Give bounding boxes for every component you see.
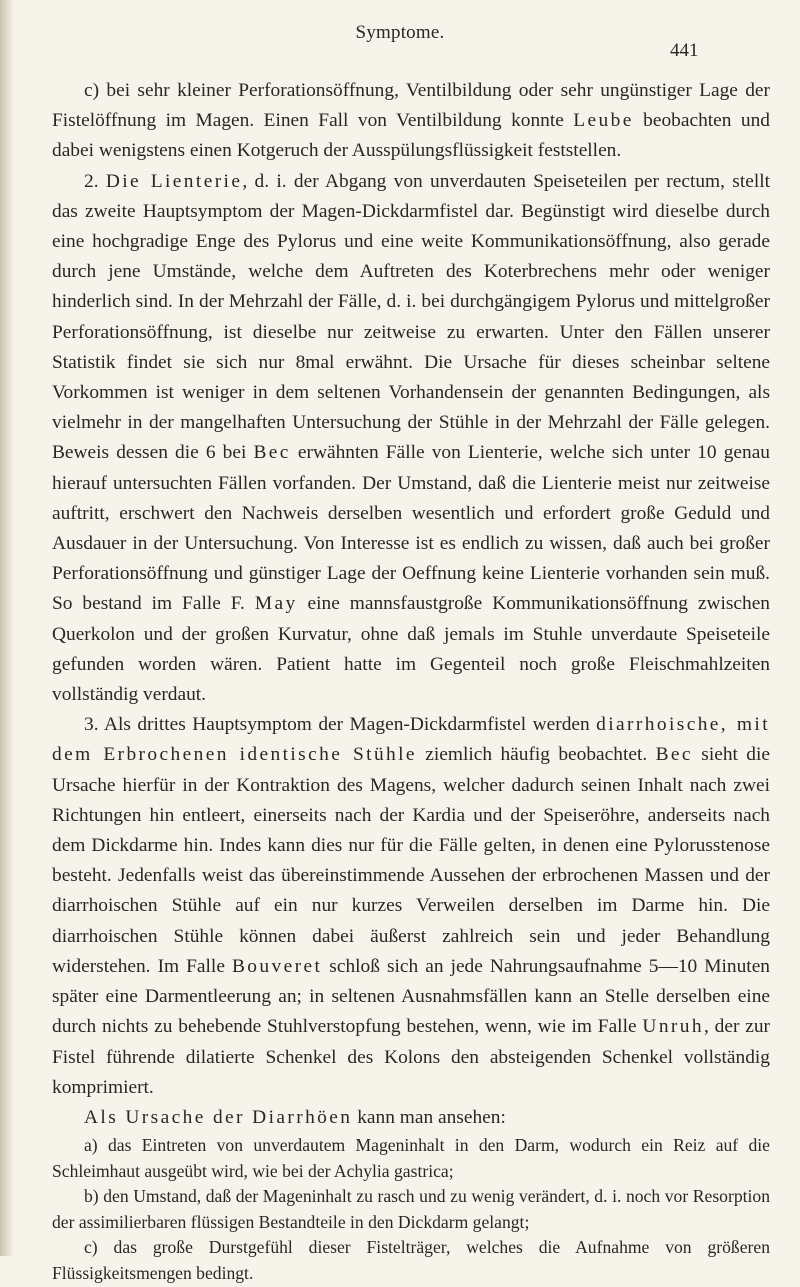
paragraph-ventilbildung: [52, 76, 770, 167]
spaced-emphasis: diarrhoische, mit dem Erbrochenen identische Stühle: [52, 714, 770, 766]
text-run: a) das Eintreten von unverdautem Mageninhalt in den Darm, wodurch ein Reiz auf die Schleimhaut ausgeübt wird, wie bei der Achylia gastrica;: [52, 1135, 770, 1181]
text-run: erwähnten Fälle von Lienterie, welche sich unter 10 genau hierauf untersuchten Fällen vorfanden. Der Umstand, daß die Lienterie meist nur zeitweise auftritt, erschwert den Nachweis derselben wesentlich und erfordert große Geduld und Ausdauer in der Untersuchung. Von Interesse ist es endlich zu wissen, daß auch bei großer Perforationsöffnung und günstiger Lage der Oeffnung keine Lienterie vorhanden sein muß. So bestand im Falle F.: [52, 442, 770, 615]
list-item-c: [52, 1235, 770, 1286]
text-run: eine mannsfaustgroße Kommunikationsöffnung zwischen Querkolon und der großen Kurvatur, ohne daß jemals im Stuhle unverdaute Speiseteile gefunden worden wären. Patient hatte im Gegenteil noch große Fleischmahlzeiten vollständig verdaut.: [52, 593, 770, 706]
text-run: schloß sich an jede Nahrungsaufnahme 5—10 Minuten später eine Darmentleerung an; in seltenen Ausnahmsfällen kann an Stelle derselben eine durch nichts zu behebende Stuhlverstopfung bestehen, wenn, wie im Falle: [52, 955, 771, 1038]
paragraph-lienterie: [52, 167, 770, 711]
text-run: 2.: [84, 170, 106, 192]
list-item-b: [52, 1184, 770, 1235]
body-text: [52, 76, 770, 1287]
text-run: sieht die Ursache hierfür in der Kontraktion des Magens, welcher dadurch seinen Inhalt nach zwei Richtungen hin entleert, einerseits nach der Kardia und der Speiseröhre, anderseits nach dem Dickdarme hin. Indes kann dies nur für die Fälle gelten, in denen eine Pylorusstenose besteht. Jedenfalls weist das übereinstimmende Aussehen der erbrochenen Massen und der diarrhoischen Stühle auf ein nur kurzes Verweilen derselben im Darme hin. Die diarrhoischen Stühle können dabei äußerst zahlreich sein und jeder Behandlung widerstehen. Im Falle: [52, 744, 770, 977]
text-run: kann man ansehen:: [352, 1106, 506, 1128]
list-item-a: [52, 1133, 770, 1184]
text-run: b) den Umstand, daß der Mageninhalt zu rasch und zu wenig verändert, d. i. noch vor Resorption der assimilierbaren flüssigen Bestandteile in den Dickdarm gelangt;: [52, 1186, 770, 1232]
text-run: beobachten und dabei wenigstens einen Kotgeruch der Ausspülungsflüssigkeit feststellen.: [52, 110, 770, 162]
page-number: 441: [670, 40, 699, 61]
spaced-emphasis: Bouveret: [231, 955, 323, 977]
spaced-emphasis: Unruh: [642, 1016, 704, 1038]
text-run: , d. i. der Abgang von unverdauten Speiseteilen per rectum, stellt das zweite Hauptsymptom der Magen-Dickdarmfistel dar. Begünstigt wird dieselbe durch eine hochgradige Enge des Pylorus und eine weite Kommunikationsöffnung, also gerade durch jene Umstände, welche dem Auftreten des Koterbrechens mehr oder weniger hinderlich sind. In der Mehrzahl der Fälle, d. i. bei durchgängigem Pylorus und mittelgroßer Perforationsöffnung, ist dieselbe nur zeitweise zu erwarten. Unter den Fällen unserer Statistik findet sie sich nur 8mal erwähnt. Die Ursache für dieses scheinbar seltene Vorkommen ist weniger in dem seltenen Vorhandensein der genannten Bedingungen, als vielmehr in der mangelhaften Untersuchung der Stühle in der Mehrzahl der Fälle gelegen. Beweis dessen die 6 bei: [52, 170, 770, 464]
text-run: c) das große Durstgefühl dieser Fistelträger, welches die Aufnahme von größeren Flüssigkeitsmengen bedingt.: [52, 1237, 770, 1284]
running-head: Symptome.: [355, 22, 445, 43]
text-run: c) bei sehr kleiner Perforationsöffnung, Ventilbildung oder sehr ungünstiger Lage der Fistelöffnung im Magen. Einen Fall von Ventilbildung konnte: [52, 80, 770, 132]
paragraph-diarrhoische-stuehle: [52, 710, 770, 1103]
spaced-emphasis: Als Ursache der Diarrhöen: [84, 1106, 353, 1128]
text-run: ziemlich häufig beobachtet.: [416, 744, 656, 766]
text-run: , der zur Fistel führende dilatierte Schenkel des Kolons den absteigenden Schenkel vollständig komprimiert.: [52, 1016, 771, 1098]
spaced-emphasis: Leube: [573, 110, 634, 132]
paragraph-ursache-diarrhoeen: [52, 1103, 770, 1133]
spaced-emphasis: May: [254, 593, 298, 615]
text-run: 3. Als drittes Hauptsymptom der Magen-Dickdarmfistel werden: [84, 714, 597, 736]
spaced-emphasis: Bec: [253, 442, 291, 464]
spaced-emphasis: Bec: [655, 744, 693, 766]
spaced-emphasis: Die Lienterie: [105, 170, 243, 192]
